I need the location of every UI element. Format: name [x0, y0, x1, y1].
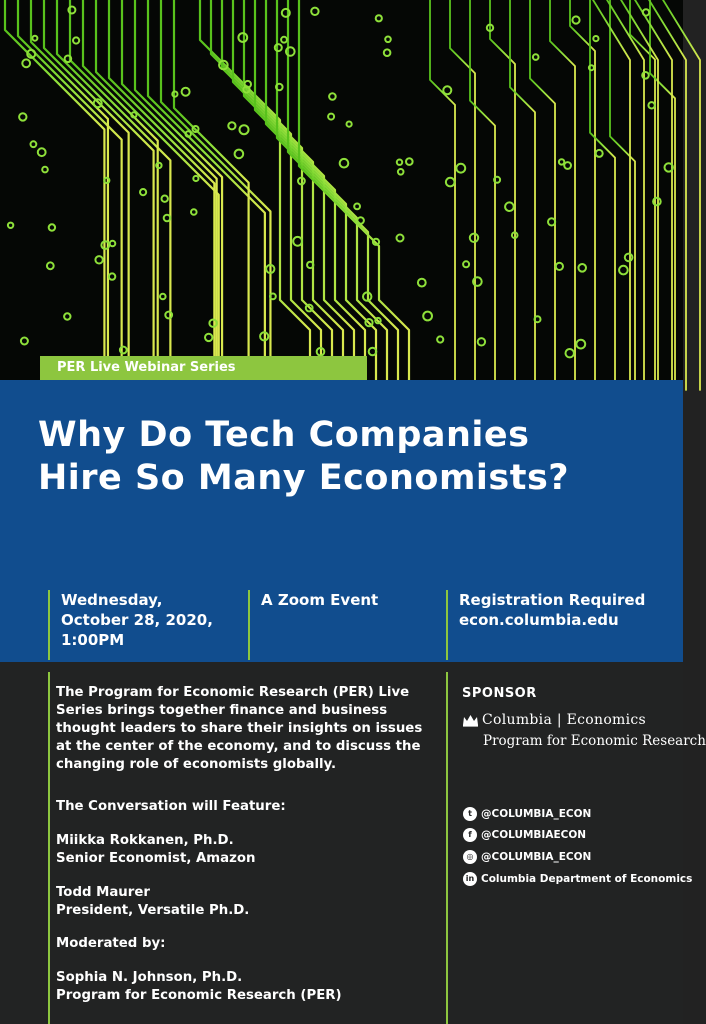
- circuit-pad: [193, 176, 198, 181]
- circuit-pad: [564, 162, 571, 169]
- feature-heading-text: The Conversation will Feature:: [56, 799, 286, 814]
- date-line-2: October 28, 2020,: [61, 611, 213, 629]
- speaker-role: Senior Economist, Amazon: [56, 851, 256, 866]
- moderator-heading-text: Moderated by:: [56, 936, 166, 951]
- circuit-pad: [576, 340, 585, 349]
- circuit-pad: [238, 33, 247, 42]
- circuit-pad: [648, 102, 654, 108]
- left-divider: [48, 672, 50, 1024]
- registration-link[interactable]: econ.columbia.edu: [459, 611, 619, 629]
- circuit-pad: [376, 15, 382, 21]
- circuit-pad: [162, 196, 168, 202]
- circuit-pad: [556, 263, 563, 270]
- title-line-2: Hire So Many Economists?: [38, 458, 570, 498]
- moderator-role: Program for Economic Research (PER): [56, 988, 342, 1003]
- circuit-pad: [619, 266, 628, 275]
- circuit-pad: [182, 88, 190, 96]
- circuit-pad: [47, 262, 54, 269]
- circuit-pad: [205, 334, 212, 341]
- circuit-pad: [446, 178, 455, 187]
- event-description: The Program for Economic Research (PER) Live Series brings together finance and business thought leaders to share their insights on issues at the center of the economy, and to discuss the changing role of economists globally.: [56, 685, 423, 772]
- format-line-1: A Zoom Event: [261, 591, 379, 609]
- circuit-pad: [397, 235, 404, 242]
- circuit-trace: [70, 0, 170, 390]
- circuit-pad: [19, 113, 26, 120]
- circuit-pad: [109, 273, 115, 279]
- twitter-icon: t: [463, 807, 477, 821]
- circuit-trace: [590, 0, 615, 390]
- circuit-pad: [281, 37, 287, 43]
- circuit-pad: [578, 264, 586, 272]
- circuit-trace: [450, 0, 475, 390]
- circuit-pad: [340, 159, 349, 168]
- circuit-pad: [347, 122, 352, 127]
- circuit-pad: [559, 159, 564, 164]
- logo-wordmark: Columbia | Economics: [482, 712, 647, 728]
- circuit-pad: [470, 234, 478, 242]
- circuit-pad: [49, 224, 55, 230]
- circuit-pad: [8, 223, 13, 228]
- circuit-pad: [95, 256, 102, 263]
- circuit-pad: [443, 86, 451, 94]
- circuit-pad: [357, 217, 364, 224]
- circuit-pad: [32, 36, 37, 41]
- circuit-pad: [293, 237, 302, 246]
- circuit-pad: [354, 204, 360, 210]
- title-line-1: Why Do Tech Companies: [38, 415, 530, 455]
- right-divider: [446, 672, 448, 1024]
- twitter-handle: @COLUMBIA_ECON: [481, 808, 592, 820]
- feature-heading: [56, 798, 286, 816]
- circuit-pad: [463, 261, 469, 267]
- circuit-pad: [505, 202, 514, 211]
- circuit-trace: [490, 0, 515, 390]
- event-date: [48, 590, 238, 660]
- series-tag: PER Live Webinar Series: [40, 356, 367, 380]
- circuit-pad: [385, 37, 391, 43]
- circuit-pad: [131, 112, 136, 117]
- circuit-pad: [160, 294, 166, 300]
- circuit-trace: [174, 0, 249, 390]
- circuit-pad: [275, 44, 282, 51]
- circuit-pad: [572, 16, 579, 23]
- circuit-pad: [589, 65, 594, 70]
- circuit-pad: [535, 316, 541, 322]
- circuit-pad: [140, 189, 146, 195]
- circuit-pad: [418, 279, 426, 287]
- circuit-pad: [110, 241, 116, 247]
- circuit-trace: [610, 0, 635, 390]
- circuit-pad: [593, 36, 598, 41]
- circuit-trace: [570, 0, 595, 390]
- circuit-pad: [21, 338, 28, 345]
- circuit-pad: [104, 178, 109, 183]
- circuit-pad: [31, 141, 37, 147]
- instagram-icon: ◎: [463, 850, 477, 864]
- linkedin-label: Columbia Department of Economics: [481, 873, 693, 885]
- registration-line-1: Registration Required: [459, 591, 646, 609]
- circuit-pad: [73, 37, 79, 43]
- circuit-pad: [38, 148, 46, 156]
- moderator: [56, 969, 342, 1005]
- date-line-3: 1:00PM: [61, 631, 125, 649]
- speaker-name: Miikka Rokkanen, Ph.D.: [56, 833, 234, 848]
- circuit-pad: [164, 215, 171, 222]
- circuit-pad: [642, 72, 649, 79]
- circuit-pad: [533, 54, 539, 60]
- circuit-pad: [406, 158, 413, 165]
- circuit-pad: [270, 294, 276, 300]
- circuit-trace: [430, 0, 455, 390]
- facebook-handle: @COLUMBIAECON: [481, 829, 587, 841]
- circuit-pad: [328, 114, 334, 120]
- circuit-pad: [240, 125, 249, 134]
- circuit-pad: [566, 349, 574, 357]
- circuit-pad: [423, 312, 432, 321]
- circuit-pad: [456, 164, 465, 173]
- circuit-pad: [186, 131, 191, 136]
- circuit-pad: [643, 9, 649, 15]
- circuit-trace: [550, 0, 575, 390]
- circuit-trace: [83, 0, 158, 390]
- sponsor-heading: SPONSOR: [462, 686, 537, 701]
- circuit-pad: [156, 163, 161, 168]
- circuit-trace: [44, 0, 129, 390]
- event-format: [248, 590, 438, 660]
- circuit-pad: [22, 59, 30, 67]
- circuit-pad: [437, 336, 443, 342]
- circuit-pad: [307, 262, 313, 268]
- circuit-pad: [228, 122, 235, 129]
- circuit-pad: [311, 8, 318, 15]
- circuit-trace: [470, 0, 495, 390]
- circuit-pad: [596, 150, 603, 157]
- circuit-pad: [64, 313, 70, 319]
- linkedin-icon: in: [463, 872, 477, 886]
- circuit-trace: [618, 0, 658, 390]
- circuit-pad: [398, 169, 404, 175]
- hero-circuit-image: [0, 0, 683, 380]
- speaker-name: Todd Maurer: [56, 885, 150, 900]
- circuit-trace: [632, 0, 672, 390]
- circuit-pad: [42, 167, 48, 173]
- instagram-handle: @COLUMBIA_ECON: [481, 851, 592, 863]
- circuit-pad: [329, 93, 336, 100]
- circuit-pad: [235, 150, 244, 159]
- speaker-role: President, Versatile Ph.D.: [56, 903, 250, 918]
- circuit-pad: [384, 49, 391, 56]
- circuit-trace: [660, 0, 700, 390]
- circuit-trace: [510, 0, 535, 390]
- circuit-pad: [191, 209, 197, 215]
- circuit-pad: [494, 177, 500, 183]
- circuit-pad: [625, 254, 633, 262]
- event-title: [38, 414, 638, 500]
- speaker-1: [56, 832, 255, 868]
- facebook-icon: f: [463, 828, 477, 842]
- circuit-trace: [646, 0, 686, 390]
- circuit-pad: [276, 84, 283, 91]
- circuit-pad: [478, 338, 485, 345]
- moderator-name: Sophia N. Johnson, Ph.D.: [56, 970, 243, 985]
- moderator-heading: [56, 935, 165, 953]
- event-registration: [446, 590, 676, 660]
- logo-subtitle: Program for Economic Research: [483, 733, 706, 749]
- speaker-2: [56, 884, 249, 920]
- circuit-pad: [397, 160, 402, 165]
- crown-icon: [462, 713, 479, 727]
- date-line-1: Wednesday,: [61, 591, 163, 609]
- circuit-pad: [65, 56, 72, 63]
- circuit-board-graphic: [0, 0, 683, 380]
